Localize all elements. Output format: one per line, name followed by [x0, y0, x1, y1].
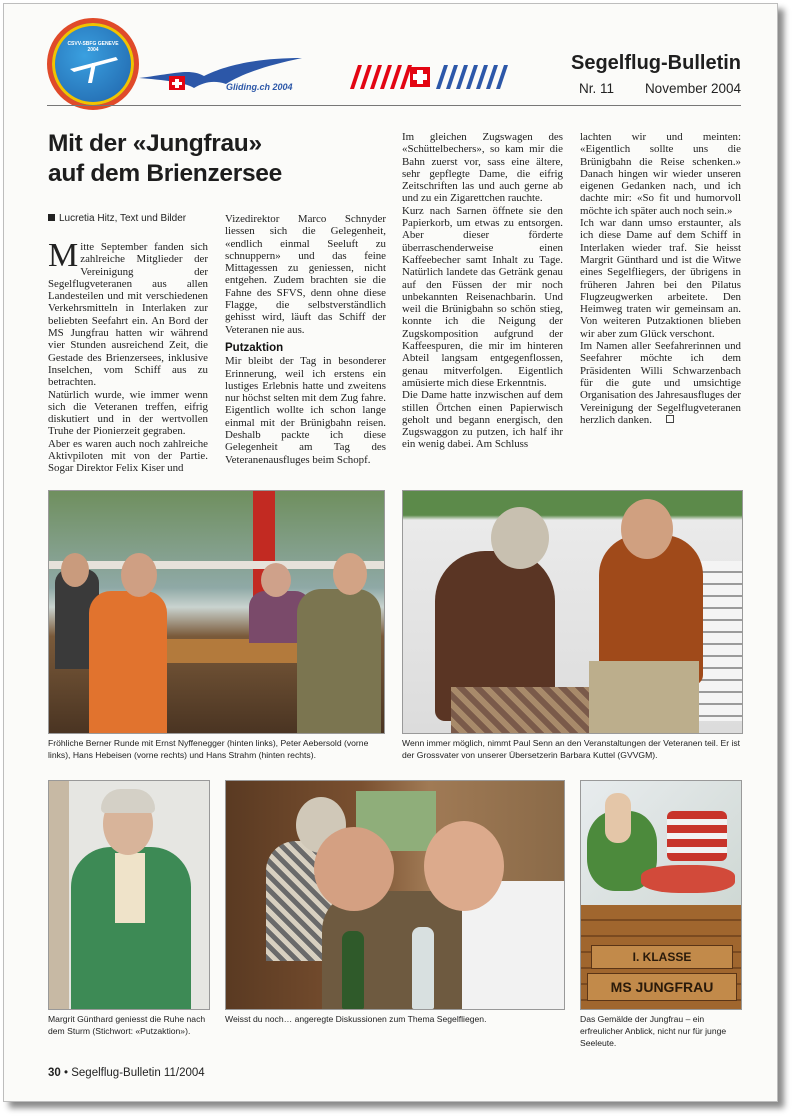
article-column-4 — [580, 131, 741, 426]
glass-bottle — [412, 927, 434, 1009]
painting-figure — [605, 793, 631, 843]
column-4-paragraph-3-text: Im Namen aller Seefahrerinnen und Seefahrer möchte ich dem Präsidenten Willi Schwarzenbach für die gute und umsichtige Organisation des Jahresausfluges der Vereinigung der Segelflugveteranen herzlich danken. — [580, 340, 741, 426]
header-rule — [47, 105, 741, 106]
photo-jungfrau-painting — [580, 780, 742, 1010]
byline-square-icon — [48, 214, 55, 221]
photo-discussion — [225, 780, 565, 1010]
article-title-line-1: Mit der «Jungfrau» — [48, 130, 262, 157]
magazine-page — [3, 3, 778, 1102]
head-center — [314, 827, 394, 911]
photo-paul-senn — [402, 490, 743, 734]
column-3-paragraph-2: Kurz nach Sarnen öffnete sie den Papierkorb, um etwas zu entsorgen. Aber dieser förderte überraschenderweise einen Kaffeebecher samt Inhalt zu Tage. Natürlich landete das Getränk genau auf den Füssen der mir noch unbekannten Reisenachbarin. Und weil die Brünigbahn so schön stieg, konnte ich die Neigung der Zugskomposition aufgrund der Kaffeespuren, die mir im hinteren Abteil langsam entgegenflossen, genau mitverfolgen. Eigentlich amüsierte mich diese Erkenntnis. — [402, 204, 563, 389]
sign-i-klasse-text: I. KLASSE — [632, 950, 692, 964]
stripe-logo — [344, 61, 512, 93]
painting-flowers — [641, 865, 735, 893]
column-1-paragraph-1-text: itte September fanden sich zahlreiche Mitglieder der Vereinigung der Segelflugveteranen aus allen Landesteilen und mit verschiedenen Verkehrsmitteln in Interlaken zur beliebten Seefahrt ein. An Bord der MS Jungfrau hatten wir während vier Stunden ausreichend Zeit, die Gestade des Brienzersees, inklusive Inselchen, vom Schiff aus zu betrachten. — [48, 241, 208, 389]
article-title-line-2: auf dem Brienzersee — [48, 160, 282, 187]
section-heading-putzaktion: Putzaktion — [225, 341, 284, 354]
hair — [101, 789, 155, 813]
sign-i-klasse — [591, 945, 733, 969]
photo-margrit — [48, 780, 210, 1010]
issue-number: Nr. 11 — [579, 81, 615, 96]
skirt — [451, 687, 601, 733]
sign-ms-jungfrau — [587, 973, 737, 1001]
head-right — [424, 821, 504, 911]
caption-photo-2: Wenn immer möglich, nimmt Paul Senn an den Veranstaltungen der Veteranen teil. Er ist der Grossvater von unserer Übersetzerin Barbara Kuttel (GVVGM). — [402, 738, 741, 760]
head-man — [621, 499, 673, 559]
drop-cap: M — [48, 237, 79, 274]
person-front-right — [297, 589, 381, 733]
byline-text: Lucretia Hitz, Text und Bilder — [59, 213, 187, 224]
head-woman — [491, 507, 549, 569]
background-wall — [49, 781, 69, 1009]
column-4-paragraph-3 — [580, 340, 741, 426]
column-1-paragraph-1 — [48, 237, 208, 389]
head-2 — [121, 553, 157, 597]
caption-photo-4: Weisst du noch… angeregte Diskussionen zum Thema Segelfliegen. — [225, 1014, 487, 1024]
column-3-paragraph-3: Die Dame hatte inzwischen auf dem stillen Örtchen einen Papierwisch geholt und begann energisch, den Zugswaggon zu putzen, ich half ihr ein wenig dabei. Am Schluss — [402, 389, 563, 451]
gliding-logo — [134, 52, 304, 96]
issue-date: November 2004 — [644, 81, 741, 96]
end-mark-icon — [666, 415, 674, 423]
column-4-paragraph-1: lachten wir und meinten: «Eigentlich sollte uns die Brünigbahn die Reise schenken.» Danach hingen wir wieder unseren eigenen Gedanken nach, und ich dachte mir: «So fit und humorvoll möchte ich später auch noch sein.» — [580, 131, 741, 217]
column-1-paragraph-2: Natürlich wurde, wie immer wenn sich die Veteranen treffen, eifrig diskutiert und in der wertvollen Truhe der Pionierzeit gegraben. — [48, 388, 208, 438]
trousers — [589, 661, 699, 733]
person-front-left — [89, 591, 167, 733]
painting-ship — [667, 811, 727, 861]
byline — [48, 213, 186, 224]
glider-icon — [52, 23, 134, 105]
page-footer — [48, 1067, 205, 1079]
caption-photo-1: Fröhliche Berner Runde mit Ernst Nyffenegger (hinten links), Peter Aebersold (vorne links), Hans Hebeisen (vorne rechts) und Hans Strahm (hinten rechts). — [48, 738, 369, 760]
caption-photo-3: Margrit Günthard geniesst die Ruhe nach dem Sturm (Stichwort: «Putzaktion»). — [48, 1014, 206, 1036]
footer-bullet: • — [64, 1067, 69, 1079]
column-3-paragraph-1: Im gleichen Zugswagen des «Schüttelbechers», so kam mir die Bahn zuerst vor, sass eine ältere, sehr gepflegte Dame, die eifrig Zeitschriften las und auch gerne ab und zu ein Zigarettchen rauchte. — [402, 131, 563, 205]
gliding-label: Gliding.ch 2004 — [226, 82, 293, 92]
article-column-3 — [402, 131, 563, 451]
blouse — [115, 853, 145, 923]
article-title — [48, 129, 388, 189]
footer-publication: Segelflug-Bulletin 11/2004 — [71, 1067, 205, 1079]
bottle — [342, 931, 364, 1009]
head-3 — [261, 563, 291, 597]
column-2-paragraph-2: Mir bleibt der Tag in besonderer Erinnerung, weil ich erstens ein lustiges Erlebnis hatte und zweitens nur höchst selten mit dem Zug fahre. Eigentlich wollte ich schon lange einmal mit der Brünigbahn reisen. Deshalb packte ich diese Gelegenheit am Tag des Veteranenausfluges beim Schopf. — [225, 355, 386, 466]
publication-title: Segelflug-Bulletin — [571, 52, 741, 74]
article-column-2 — [225, 213, 386, 466]
page-number: 30 — [48, 1067, 61, 1079]
badge-text: CSVV-SBFG GENEVE 2004 — [67, 41, 119, 53]
swiss-flag-stripes-icon — [344, 61, 512, 93]
column-4-paragraph-2: Ich war dann umso erstaunter, als ich diese Dame auf dem Schiff in Interlaken wieder traf. Sie heisst Margrit Günthard und ist die Witwe eines Segelfliegers, der übrigens in früheren Jahren bei den Pilatus Flugzeugwerken arbeitete. Den Heimweg traten wir gemeinsam an. Von weiteren Putzaktionen blieben wir aber zum Glück verschont. — [580, 217, 741, 340]
column-1-paragraph-3: Aber es waren auch noch zahlreiche Aktivpiloten mit von der Partie. Sogar Direktor Felix Kiser und — [48, 437, 208, 475]
caption-photo-5: Das Gemälde der Jungfrau – ein erfreulicher Anblick, nicht nur für junge Seeleute. — [580, 1014, 727, 1048]
head-1 — [61, 553, 89, 587]
article-column-1 — [48, 237, 208, 475]
photo-berner-runde — [48, 490, 385, 734]
event-badge — [47, 18, 139, 110]
sign-ms-jungfrau-text: MS JUNGFRAU — [610, 979, 714, 995]
column-2-paragraph-1: Vizedirektor Marco Schnyder liessen sich die Gelegenheit, «endlich einmal Seeluft zu schnuppern» und das feine Mittagessen zu geniessen, nicht entgehen. Zudem brachten sie die Fahne des SFVS, denn ohne diese Flagge, die selbstverständlich gehisst wird, läuft das Schiff der Veteranen nie aus. — [225, 213, 386, 336]
head-4 — [333, 553, 367, 595]
